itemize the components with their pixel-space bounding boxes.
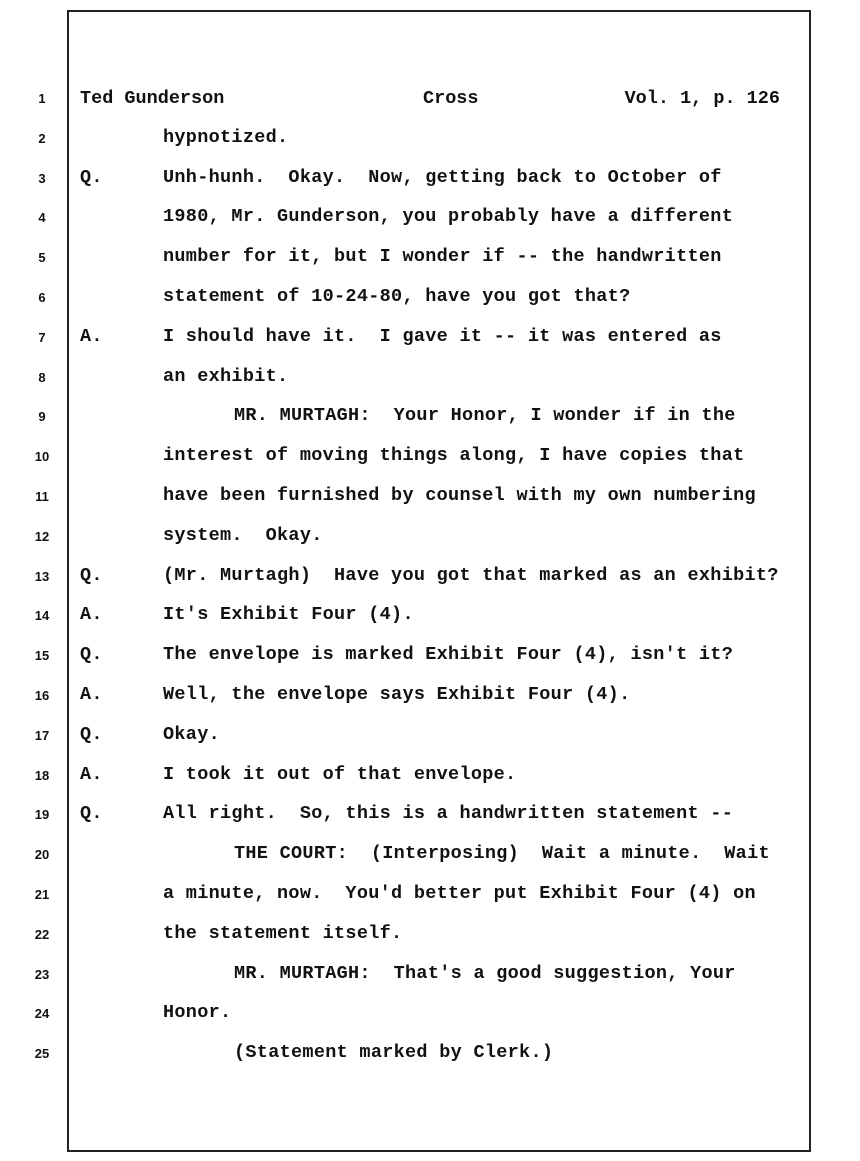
transcript-line: hypnotized. — [163, 126, 289, 148]
line-number: 1 — [38, 91, 46, 106]
line-number: 16 — [34, 688, 50, 703]
transcript-line: an exhibit. — [163, 365, 289, 387]
line-number: 14 — [34, 608, 50, 624]
transcript-line: the statement itself. — [163, 922, 403, 944]
transcript-line: Honor. — [163, 1002, 232, 1024]
line-number: 15 — [34, 648, 50, 664]
transcript-line: statement of 10-24-80, have you got that? — [163, 286, 631, 307]
line-number: 2 — [38, 130, 46, 146]
line-number: 22 — [34, 926, 50, 942]
transcript-line: The envelope is marked Exhibit Four (4), isn't it? — [163, 644, 734, 666]
transcript-line: I took it out of that envelope. — [163, 763, 517, 785]
line-number: 5 — [38, 250, 46, 266]
transcript-line: (Statement marked by Clerk.) — [234, 1042, 554, 1064]
speaker-label: Q. — [80, 723, 103, 745]
line-number: 17 — [34, 727, 50, 743]
speaker-label: A. — [80, 604, 103, 626]
line-number: 12 — [34, 528, 50, 544]
line-number: 25 — [34, 1046, 50, 1062]
line-number: 23 — [34, 966, 50, 982]
transcript-line: THE COURT: (Interposing) Wait a minute. Wait — [234, 843, 770, 865]
speaker-label: Q. — [80, 803, 103, 825]
transcript-line: It's Exhibit Four (4). — [163, 604, 414, 626]
line-number: 3 — [38, 170, 46, 186]
speaker-label: Q. — [80, 564, 103, 586]
transcript-line: number for it, but I wonder if -- the handwritten — [163, 246, 722, 268]
transcript-line: MR. MURTAGH: Your Honor, I wonder if in the — [234, 405, 736, 427]
transcript-line: a minute, now. You'd better put Exhibit Four (4) on — [163, 883, 756, 904]
transcript-line: 1980, Mr. Gunderson, you probably have a different — [163, 206, 734, 228]
line-number: 11 — [35, 489, 49, 504]
transcript-line: interest of moving things along, I have copies that — [163, 445, 745, 467]
transcript-line: Okay. — [163, 723, 221, 745]
transcript-line: MR. MURTAGH: That's a good suggestion, Your — [234, 962, 736, 984]
line-number: 21 — [34, 887, 50, 902]
line-number: 20 — [34, 847, 50, 863]
speaker-label: Q. — [80, 644, 103, 666]
line-number: 6 — [38, 290, 46, 305]
line-number: 7 — [38, 329, 46, 345]
speaker-label: A. — [80, 325, 103, 347]
transcript-line: (Mr. Murtagh) Have you got that marked as an exhibit? — [163, 564, 779, 586]
line-number: 9 — [38, 409, 46, 425]
line-number: 19 — [34, 807, 50, 823]
speaker-label: Q. — [80, 166, 103, 188]
line-number: 18 — [34, 767, 50, 783]
line-number: 13 — [34, 568, 50, 584]
transcript-line: Unh-hunh. Okay. Now, getting back to October of — [163, 166, 722, 188]
transcript-line: All right. So, this is a handwritten statement -- — [163, 803, 734, 825]
transcript-line: I should have it. I gave it -- it was entered as — [163, 325, 722, 347]
witness-name: Ted Gunderson — [80, 88, 225, 109]
line-number: 10 — [34, 449, 50, 465]
transcript-line: have been furnished by counsel with my own numbering — [163, 485, 756, 506]
examination-type: Cross — [423, 88, 479, 109]
line-number: 8 — [38, 369, 46, 385]
speaker-label: A. — [80, 763, 103, 785]
speaker-label: A. — [80, 684, 103, 705]
line-number: 4 — [38, 210, 46, 226]
line-number: 24 — [34, 1006, 50, 1022]
transcript-line: Well, the envelope says Exhibit Four (4). — [163, 684, 631, 705]
transcript-line: system. Okay. — [163, 524, 323, 546]
volume-page: Vol. 1, p. 126 — [624, 88, 780, 109]
